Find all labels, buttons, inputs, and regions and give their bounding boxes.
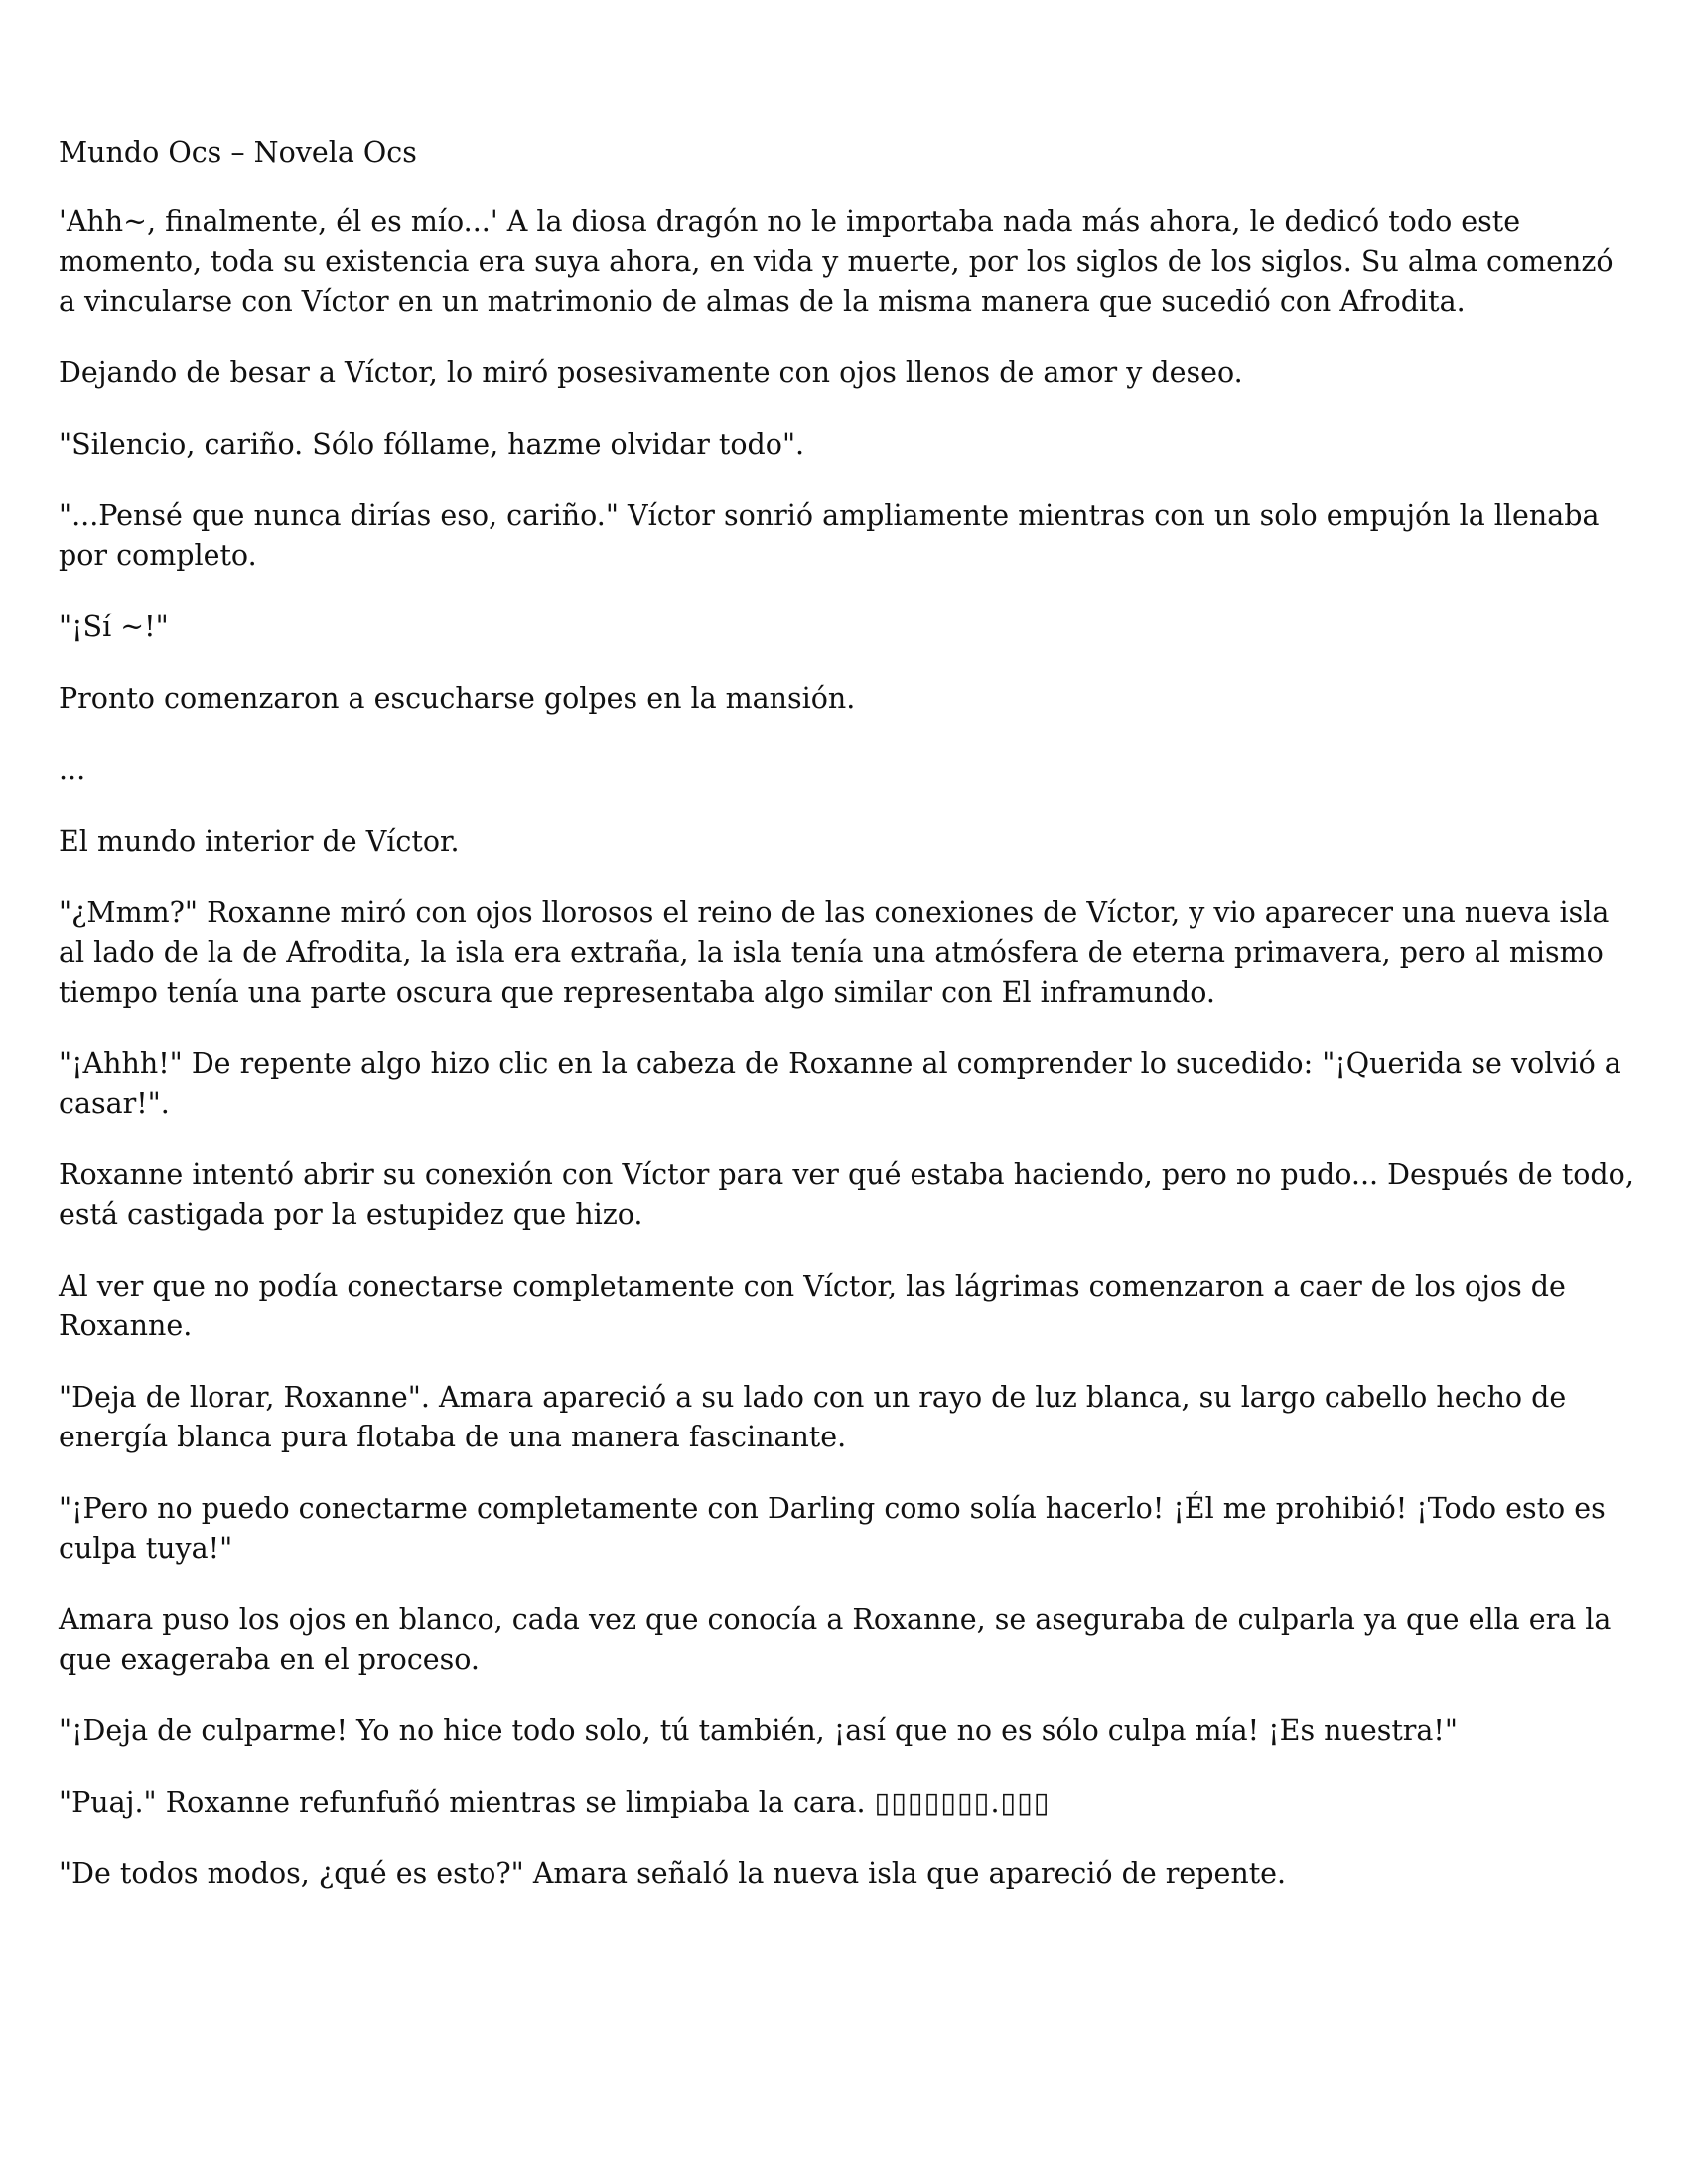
paragraph: El mundo interior de Víctor. xyxy=(59,825,460,858)
paragraph: Amara puso los ojos en blanco, cada vez que conocía a Roxanne, se aseguraba de culparla ya que ella era la que exageraba en el proceso. xyxy=(59,1603,1612,1676)
paragraph: "¡Pero no puedo conectarme completamente con Darling como solía hacerlo! ¡Él me prohibió! ¡Todo esto es culpa tuya!" xyxy=(59,1492,1606,1565)
paragraph: "De todos modos, ¿qué es esto?" Amara señaló la nueva isla que apareció de repente. xyxy=(59,1857,1287,1890)
garbled-characters: ▯▯▯▯▯▯▯.▯▯▯ xyxy=(874,1786,1051,1819)
paragraph-text: "Puaj." Roxanne refunfuñó mientras se limpiaba la cara. xyxy=(59,1786,866,1819)
paragraph: ... xyxy=(59,753,86,786)
paragraph: "¡Sí ~!" xyxy=(59,611,169,643)
paragraph: "¡Ahhh!" De repente algo hizo clic en la cabeza de Roxanne al comprender lo sucedido: "¡Querida se volvió a casar!". xyxy=(59,1047,1621,1120)
paragraph: "...Pensé que nunca dirías eso, cariño." Víctor sonrió ampliamente mientras con un solo empujón la llenaba por completo. xyxy=(59,499,1600,572)
document-header: Mundo Ocs – Novela Ocs xyxy=(59,136,417,169)
paragraph: "¿Mmm?" Roxanne miró con ojos llorosos el reino de las conexiones de Víctor, y vio aparecer una nueva isla al lado de la de Afrodita, la isla era extraña, la isla tenía una atmósfera de eterna primavera, pero al mismo tiempo tenía una parte oscura que representaba algo similar con El inframundo. xyxy=(59,896,1610,1009)
paragraph: Dejando de besar a Víctor, lo miró posesivamente con ojos llenos de amor y deseo. xyxy=(59,356,1243,389)
paragraph: Al ver que no podía conectarse completamente con Víctor, las lágrimas comenzaron a caer de los ojos de Roxanne. xyxy=(59,1270,1566,1342)
paragraph: "¡Deja de culparme! Yo no hice todo solo, tú también, ¡así que no es sólo culpa mía! ¡Es nuestra!" xyxy=(59,1714,1458,1747)
document-body xyxy=(59,133,1637,1926)
paragraph: "Deja de llorar, Roxanne". Amara apareció a su lado con un rayo de luz blanca, su largo cabello hecho de energía blanca pura flotaba de una manera fascinante. xyxy=(59,1381,1567,1453)
paragraph: "Silencio, cariño. Sólo fóllame, hazme olvidar todo". xyxy=(59,428,805,461)
paragraph: 'Ahh~, finalmente, él es mío...' A la diosa dragón no le importaba nada más ahora, le dedicó todo este momento, toda su existencia era suya ahora, en vida y muerte, por los siglos de los siglos. Su alma comenzó a vincularse con Víctor en un matrimonio de almas de la misma manera que sucedió con Afrodita. xyxy=(59,205,1614,318)
paragraph: Roxanne intentó abrir su conexión con Víctor para ver qué estaba haciendo, pero no pudo... Después de todo, está castigada por la estupidez que hizo. xyxy=(59,1159,1634,1231)
paragraph: Pronto comenzaron a escucharse golpes en la mansión. xyxy=(59,682,856,715)
paragraph xyxy=(59,1783,1637,1823)
